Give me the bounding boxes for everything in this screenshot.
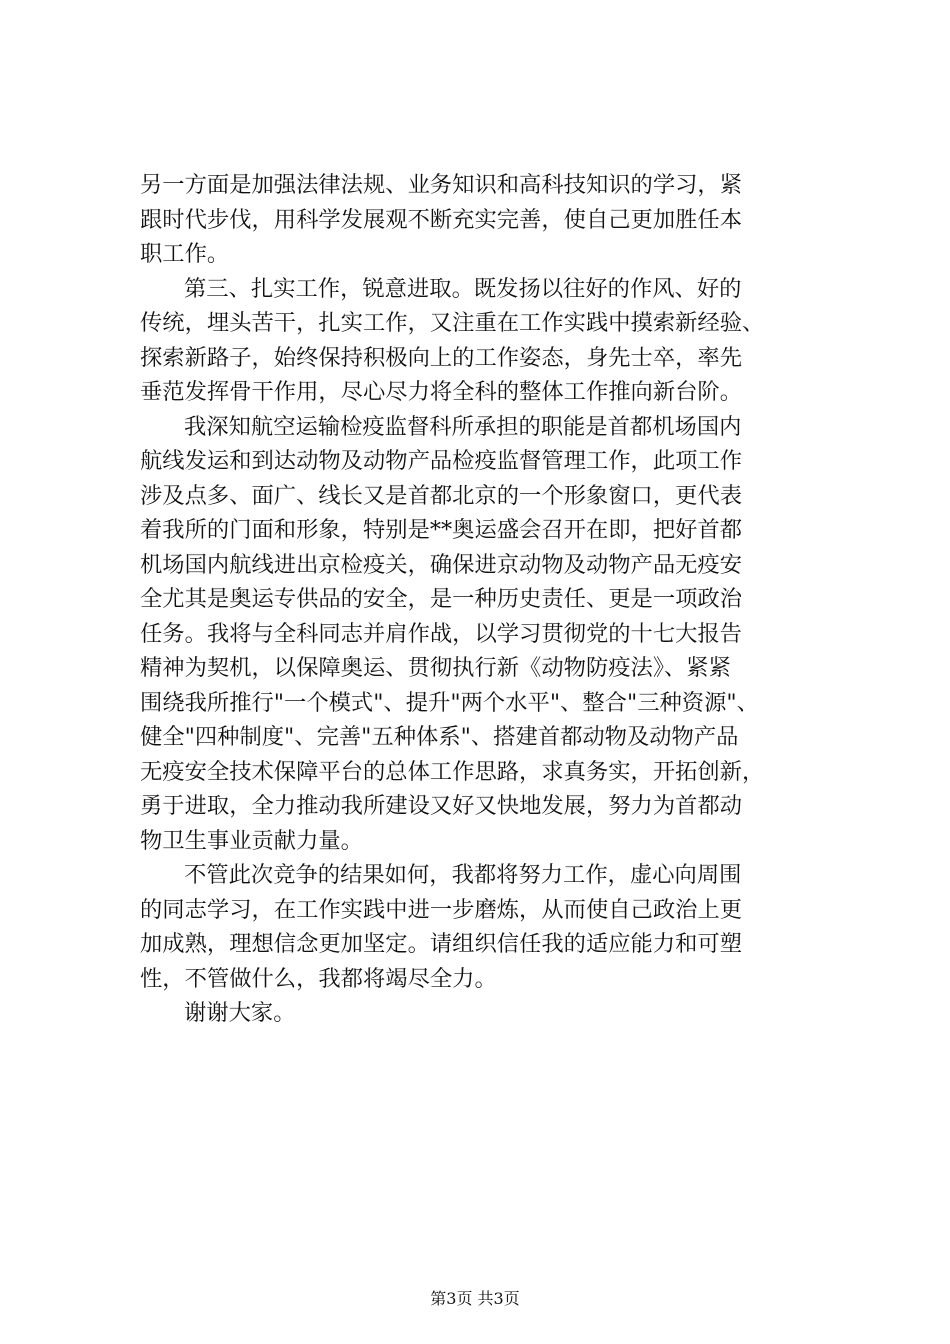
page-number: 第3页 共3页 [430, 1289, 520, 1308]
text-line: 物卫生事业贡献力量。 [140, 827, 363, 854]
text-line: 勇于进取，全力推动我所建设又好又快地发展，努力为首都动 [140, 793, 743, 819]
text-line: 任务。我将与全科同志并肩作战，以学习贯彻党的十七大报告 [140, 620, 743, 647]
closing-line: 谢谢大家。 [184, 1000, 296, 1026]
text-line: 跟时代步伐，用科学发展观不断充实完善，使自己更加胜任本 [140, 206, 743, 233]
text-line: 精神为契机，以保障奥运、贯彻执行新《动物防疫法》、紧紧 [140, 655, 731, 681]
text-line: 无疫安全技术保障平台的总体工作思路，求真务实，开拓创新， [140, 758, 765, 785]
text-line: 加成熟，理想信念更加坚定。请组织信任我的适应能力和可塑 [140, 931, 743, 957]
text-line: 航线发运和到达动物及动物产品检疫监督管理工作，此项工作 [140, 448, 743, 474]
text-line: 传统，埋头苦干，扎实工作，又注重在工作实践中摸索新经验、 [140, 310, 765, 336]
text-line: 另一方面是加强法律法规、业务知识和高科技知识的学习，紧 [140, 172, 743, 198]
text-line: 围绕我所推行"一个模式"、提升"两个水平"、整合"三种资源"、 [140, 689, 759, 716]
paragraph-first-line: 第三、扎实工作，锐意进取。既发扬以往好的作风、好的 [184, 275, 742, 302]
text-line: 涉及点多、面广、线长又是首都北京的一个形象窗口，更代表 [140, 482, 743, 509]
text-line: 探索新路子，始终保持积极向上的工作姿态，身先士卒，率先 [140, 344, 743, 371]
text-line: 机场国内航线进出京检疫关，确保进京动物及动物产品无疫安 [140, 551, 743, 578]
text-line: 全尤其是奥运专供品的安全，是一种历史责任、更是一项政治 [140, 586, 743, 612]
page-footer [0, 1289, 950, 1309]
paragraph-first-line: 我深知航空运输检疫监督科所承担的职能是首都机场国内 [184, 413, 742, 440]
paragraph-first-line: 不管此次竞争的结果如何，我都将努力工作，虚心向周围 [184, 862, 742, 888]
text-line: 职工作。 [140, 241, 230, 267]
text-line: 性，不管做什么，我都将竭尽全力。 [140, 965, 497, 992]
text-line: 垂范发挥骨干作用，尽心尽力将全科的整体工作推向新台阶。 [140, 379, 743, 405]
text-line: 的同志学习，在工作实践中进一步磨炼，从而使自己政治上更 [140, 896, 743, 923]
text-line: 健全"四种制度"、完善"五种体系"、搭建首都动物及动物产品 [140, 724, 739, 750]
text-line: 着我所的门面和形象，特别是**奥运盛会召开在即，把好首都 [140, 517, 743, 543]
document-body [140, 168, 830, 1031]
